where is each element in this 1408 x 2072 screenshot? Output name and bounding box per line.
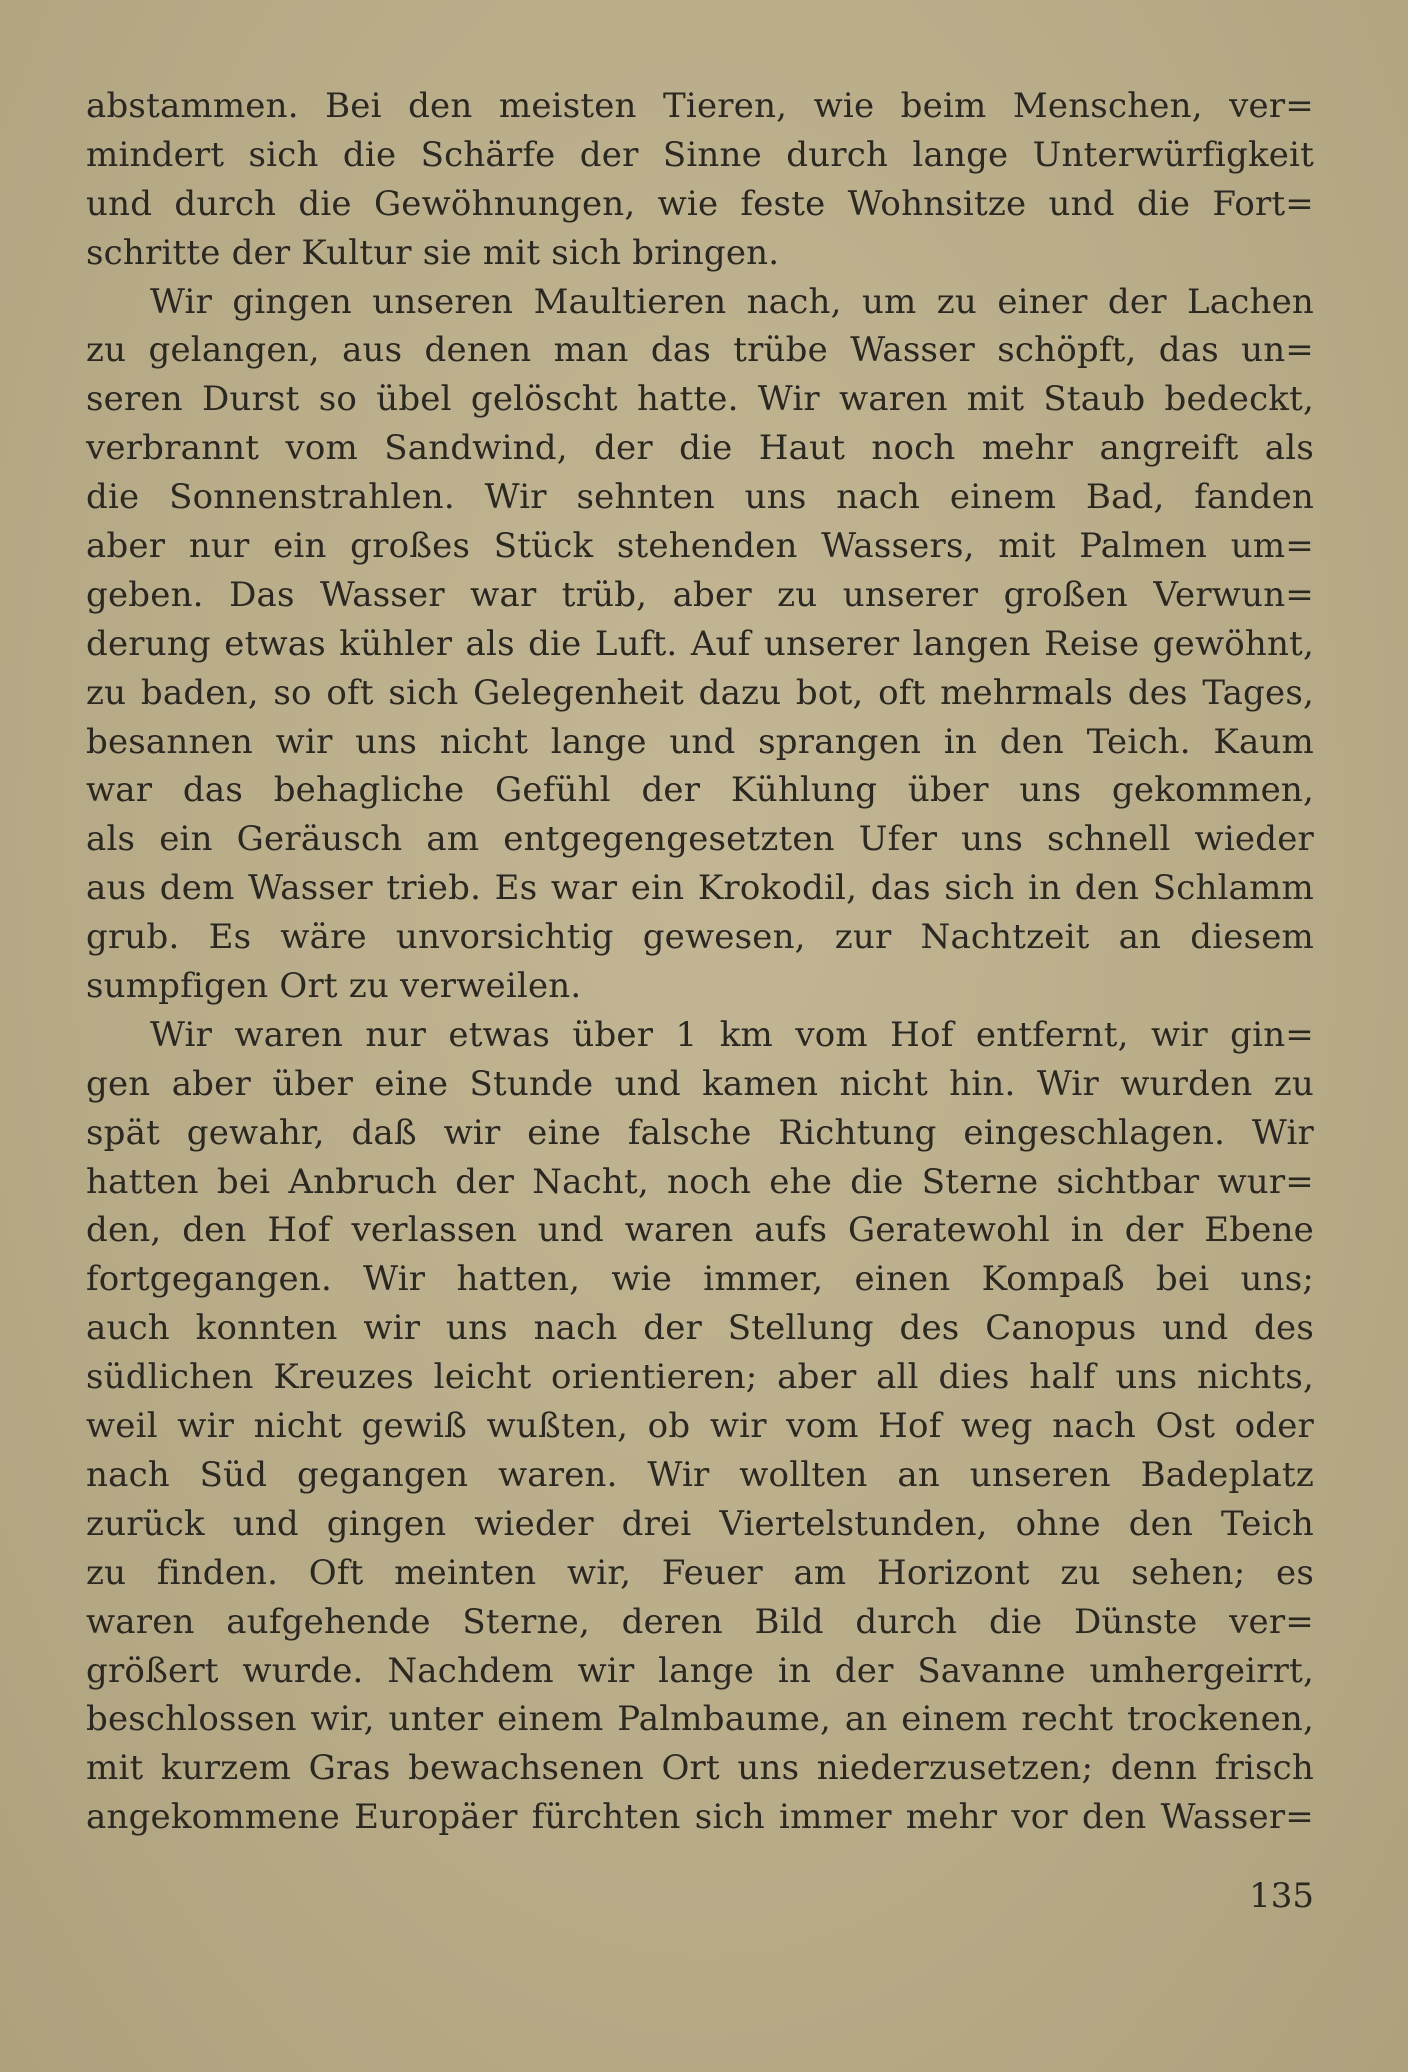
text-line: abstammen. Bei den meisten Tieren, wie beim Menschen, ver= [86,86,1314,126]
text-line: gen aber über eine Stunde und kamen nicht hin. Wir wurden zu [86,1063,1314,1104]
text-line: südlichen Kreuzes leicht orientieren; aber all dies half uns nichts, [86,1357,1314,1398]
text-line: nach Süd gegangen waren. Wir wollten an unseren Badeplatz [86,1454,1314,1495]
text-line: mit kurzem Gras bewachsenen Ort uns niederzusetzen; denn frisch [86,1748,1314,1789]
text-line: beschlossen wir, unter einem Palmbaume, an einem recht trockenen, [86,1699,1314,1740]
text-line: geben. Das Wasser war trüb, aber zu unserer großen Verwun= [86,574,1314,615]
text-line: waren aufgehende Sterne, deren Bild durch die Dünste ver= [86,1601,1314,1642]
text-line: fortgegangen. Wir hatten, wie immer, einen Kompaß bei uns; [86,1259,1314,1300]
text-line: als ein Geräusch am entgegengesetzten Ufer uns schnell wieder [86,819,1314,860]
text-line: grub. Es wäre unvorsichtig gewesen, zur Nachtzeit an diesem [86,917,1314,958]
text-line: aber nur ein großes Stück stehenden Wassers, mit Palmen um= [86,526,1314,567]
text-line: sumpfigen Ort zu verweilen. [86,966,582,1007]
text-line: zu finden. Oft meinten wir, Feuer am Horizont zu sehen; es [86,1552,1314,1593]
text-line: und durch die Gewöhnungen, wie feste Wohnsitze und die Fort= [86,183,1314,224]
text-line: mindert sich die Schärfe der Sinne durch lange Unterwürfigkeit [86,134,1314,175]
text-line: spät gewahr, daß wir eine falsche Richtung eingeschlagen. Wir [86,1112,1314,1153]
text-line: verbrannt vom Sandwind, der die Haut noch mehr angreift als [86,428,1314,469]
text-line: seren Durst so übel gelöscht hatte. Wir waren mit Staub bedeckt, [86,379,1314,420]
body-text [86,82,1314,1842]
text-line: schritte der Kultur sie mit sich bringen. [86,232,780,273]
text-line: angekommene Europäer fürchten sich immer mehr vor den Wasser= [86,1797,1314,1838]
text-line: Wir waren nur etwas über 1 km vom Hof entfernt, wir gin= [150,1014,1314,1055]
text-line: derung etwas kühler als die Luft. Auf unserer langen Reise gewöhnt, [86,623,1314,664]
text-line: die Sonnenstrahlen. Wir sehnten uns nach einem Bad, fanden [86,477,1314,518]
text-line: hatten bei Anbruch der Nacht, noch ehe die Sterne sichtbar wur= [86,1161,1314,1202]
text-line: Wir gingen unseren Maultieren nach, um zu einer der Lachen [150,281,1314,322]
text-line: besannen wir uns nicht lange und sprangen in den Teich. Kaum [86,721,1314,762]
text-line: weil wir nicht gewiß wußten, ob wir vom Hof weg nach Ost oder [86,1406,1314,1447]
text-line: auch konnten wir uns nach der Stellung des Canopus und des [86,1308,1314,1349]
page-number: 135 [1249,1876,1314,1916]
text-line: aus dem Wasser trieb. Es war ein Krokodil, das sich in den Schlamm [86,868,1314,909]
text-line: war das behagliche Gefühl der Kühlung über uns gekommen, [86,770,1314,811]
text-line: zu baden, so oft sich Gelegenheit dazu bot, oft mehrmals des Tages, [86,672,1314,713]
text-line: den, den Hof verlassen und waren aufs Geratewohl in der Ebene [86,1210,1314,1251]
text-line: zurück und gingen wieder drei Viertelstunden, ohne den Teich [86,1503,1314,1544]
text-line: größert wurde. Nachdem wir lange in der Savanne umhergeirrt, [86,1650,1314,1691]
text-line: zu gelangen, aus denen man das trübe Wasser schöpft, das un= [86,330,1314,371]
